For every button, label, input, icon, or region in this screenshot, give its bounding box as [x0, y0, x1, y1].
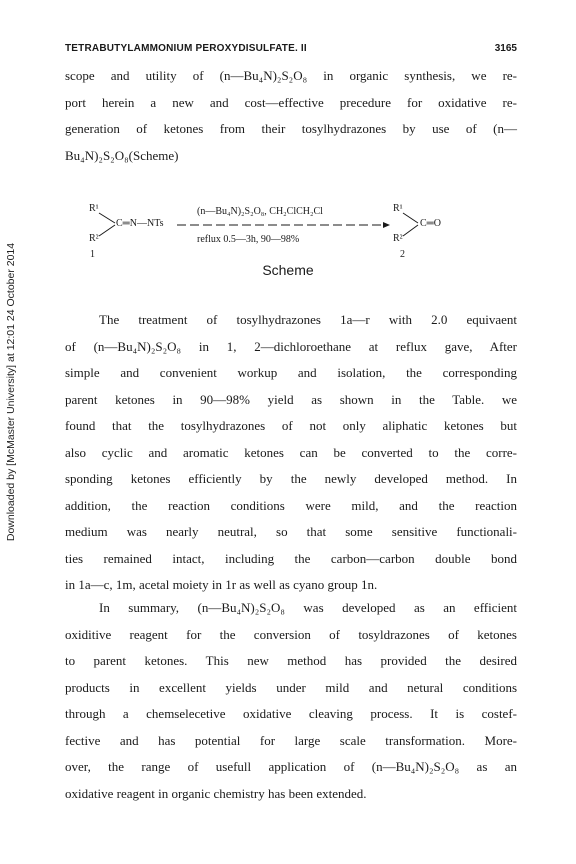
- text-line: scope and utility of (n—Bu₄N)₂S₂O₈ in organic synthesis, we re-: [65, 68, 517, 83]
- text-line: also cyclic and aromatic ketones can be converted to the corre-: [65, 444, 517, 460]
- text-line: fective and has potential for large scale transformation. More-: [65, 732, 517, 748]
- scheme-reactant: C═N—NTs: [116, 218, 164, 229]
- scheme-product: C═O: [420, 218, 441, 229]
- text-line: sponding ketones efficiently by the newly developed method. In: [65, 471, 517, 486]
- text-line: In summary, (n—Bu₄N)₂S₂O₈ was developed as an efficient: [99, 600, 517, 615]
- running-title: TETRABUTYLAMMONIUM PEROXYDISULFATE. II: [65, 43, 307, 54]
- bond-line: [99, 213, 115, 223]
- text-line: oxiditive reagent for the conversion of tosyldrazones of ketones: [65, 626, 517, 642]
- text-line: in 1a—c, 1m, acetal moiety in 1r as well as cyano group 1n.: [65, 577, 378, 592]
- text-line: found that the tosylhydrazones of not only aliphatic ketones but: [65, 418, 517, 433]
- download-watermark: [4, 182, 18, 602]
- text-line: to parent ketones. This new method has provided the desired: [65, 653, 517, 668]
- text-line: of (n—Bu₄N)₂S₂O₈ in 1, 2—dichloroethane at reflux gave, After: [65, 338, 517, 354]
- bond-line: [403, 213, 418, 223]
- text-line: products in excellent yields under mild and netural conditions: [65, 679, 517, 695]
- page-number: 3165: [494, 43, 517, 54]
- text-line: oxidative reagent in organic chemistry has been extended.: [65, 785, 367, 801]
- scheme-label-2: 2: [400, 249, 405, 260]
- intro-paragraph: [65, 63, 517, 169]
- scheme-r2-left: R²: [89, 233, 99, 244]
- text-line: The treatment of tosylhydrazones 1a—r with 2.0 equivaent: [99, 312, 517, 327]
- body-paragraph: [65, 307, 517, 599]
- page-header: [65, 43, 517, 57]
- text-line: medium was nearly neutral, so that some sensitive functionali-: [65, 524, 517, 539]
- download-note: Downloaded by [McMaster University] at 12:01 24 October 2014: [5, 242, 17, 542]
- summary-paragraph: [65, 595, 517, 807]
- text-line: Bu₄N)₂S₂O₈(Scheme): [65, 147, 179, 163]
- bond-line: [99, 225, 115, 236]
- scheme-label-1: 1: [90, 249, 95, 260]
- text-line: parent ketones in 90—98% yield as shown in the Table. we: [65, 391, 517, 407]
- text-line: addition, the reaction conditions were mild, and the reaction: [65, 497, 517, 513]
- text-line: simple and convenient workup and isolation, the corresponding: [65, 365, 517, 380]
- scheme-r1-right: R¹: [393, 203, 403, 214]
- text-line: ties remained intact, including the carbon—carbon double bond: [65, 550, 517, 566]
- arrowhead-icon: [383, 222, 390, 228]
- text-line: generation of ketones from their tosylhydrazones by use of (n—: [65, 121, 517, 136]
- text-line: over, the range of usefull application of (n—Bu₄N)₂S₂O₈ as an: [65, 759, 517, 774]
- text-line: through a chemselecetive oxidative cleaving process. It is costef-: [65, 706, 517, 721]
- scheme-conditions: reflux 0.5—3h, 90—98%: [197, 234, 300, 245]
- text-line: port herein a new and cost—effective precedure for oxidative re-: [65, 94, 517, 110]
- scheme-r2-right: R²: [393, 233, 403, 244]
- reaction-scheme: [85, 203, 505, 263]
- scheme-caption: Scheme: [262, 262, 314, 278]
- scheme-r1-left: R¹: [89, 203, 99, 214]
- bond-line: [403, 225, 418, 236]
- scheme-reagents: (n—Bu₄N)₂S₂O₈, CH₂ClCH₂Cl: [197, 206, 323, 217]
